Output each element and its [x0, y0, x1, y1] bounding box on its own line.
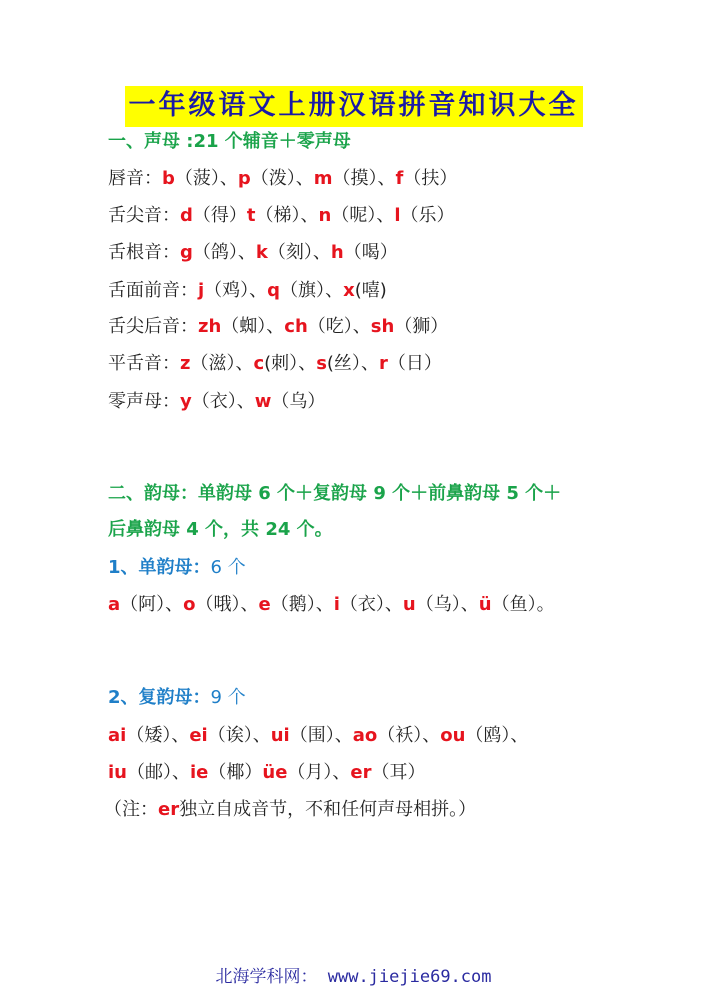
separator: 、 [352, 316, 371, 337]
note-text: 独立自成音节，不和任何声母相拼。） [179, 799, 477, 820]
example-char: （诶） [207, 725, 253, 746]
pinyin-initial: d [180, 205, 193, 226]
example-char: （月） [287, 762, 333, 783]
sub1-count: 6 个 [210, 557, 246, 578]
pinyin-final: ü [478, 594, 492, 615]
sub1-items [108, 593, 555, 617]
separator: 、 [384, 594, 403, 615]
initials-row [108, 279, 387, 303]
pinyin-initial: n [318, 205, 332, 226]
pinyin-final: ou [440, 725, 466, 746]
separator: 、 [171, 725, 190, 746]
separator: 、 [249, 280, 268, 301]
pinyin-initial: s [316, 353, 327, 374]
example-char: （乌） [271, 391, 326, 412]
page-title: 一年级语文上册汉语拼音知识大全 [125, 86, 583, 127]
example-char: （衣） [191, 391, 237, 412]
sub1-heading [108, 556, 246, 580]
row-label: 平舌音： [108, 353, 180, 374]
pinyin-initial: p [237, 168, 251, 189]
pinyin-initial: r [378, 353, 388, 374]
example-char: (嘻) [354, 280, 387, 301]
example-char: （矮） [126, 725, 172, 746]
separator: 、 [236, 391, 255, 412]
pinyin-initial: c [253, 353, 265, 374]
separator: 、 [376, 205, 395, 226]
sub2-label: 2、复韵母： [108, 687, 211, 708]
sub2-count: 9 个 [210, 687, 246, 708]
separator: 、 [312, 242, 331, 263]
example-char: （邮） [126, 762, 172, 783]
row-label: 舌面前音： [108, 280, 198, 301]
example-char: （衣） [339, 594, 385, 615]
note-er: er [158, 799, 180, 820]
example-char: （袄） [377, 725, 423, 746]
pinyin-initial: y [180, 391, 192, 412]
initials-row [108, 204, 455, 228]
separator: 、 [237, 242, 256, 263]
initials-row [108, 315, 448, 339]
row-label: 舌根音： [108, 242, 180, 263]
example-char: （阿） [120, 594, 166, 615]
example-char: (刺） [264, 353, 299, 374]
pinyin-initial: h [330, 242, 344, 263]
pinyin-final: ui [270, 725, 290, 746]
separator: 、 [219, 168, 238, 189]
example-char: （吃） [307, 316, 353, 337]
separator: 、 [360, 353, 379, 374]
pinyin-initial: g [180, 242, 193, 263]
pinyin-initial: j [198, 280, 205, 301]
separator: 、 [171, 762, 190, 783]
pinyin-initial: b [162, 168, 175, 189]
example-char: （日） [387, 353, 442, 374]
example-char: （耳） [371, 762, 426, 783]
section1-heading: 一、声母 :21 个辅音＋零声母 [108, 131, 351, 152]
pinyin-final: ao [352, 725, 378, 746]
pinyin-final: a [108, 594, 121, 615]
example-char: （乐） [400, 205, 455, 226]
example-char: （泼） [250, 168, 296, 189]
example-char: （扶） [403, 168, 458, 189]
example-char: （摸） [332, 168, 378, 189]
pinyin-final: o [183, 594, 196, 615]
row-label: 零声母： [108, 391, 180, 412]
initials-row [108, 167, 457, 191]
example-char: （鱼）。 [491, 594, 555, 615]
separator: 、 [165, 594, 184, 615]
example-char: （鹅） [270, 594, 316, 615]
separator: 、 [300, 205, 319, 226]
pinyin-initial: k [255, 242, 268, 263]
row-label: 舌尖音： [108, 205, 180, 226]
pinyin-initial: z [180, 353, 191, 374]
initials-row [108, 352, 442, 376]
example-char: （喝） [343, 242, 398, 263]
pinyin-initial: l [394, 205, 401, 226]
example-char: （鸽） [192, 242, 238, 263]
sub2-items-line1 [108, 724, 528, 748]
example-char: （哦） [195, 594, 241, 615]
separator: 、 [240, 594, 259, 615]
section2-heading-line2: 后鼻韵母 4 个，共 24 个。 [108, 519, 333, 540]
sub2-heading [108, 686, 246, 710]
separator: 、 [295, 168, 314, 189]
example-char: （呢） [331, 205, 377, 226]
example-char: （狮） [394, 316, 449, 337]
example-char: （刻） [267, 242, 313, 263]
example-char: （菠） [174, 168, 220, 189]
row-label: 舌尖后音： [108, 316, 198, 337]
sub1-label: 1、单韵母： [108, 557, 211, 578]
row-label: 唇音： [108, 168, 162, 189]
pinyin-final: iu [108, 762, 127, 783]
initials-row [108, 241, 398, 265]
example-char: (丝） [326, 353, 361, 374]
pinyin-final: üe [262, 762, 288, 783]
pinyin-initial: zh [198, 316, 222, 337]
pinyin-initial: m [313, 168, 333, 189]
pinyin-final: ie [189, 762, 209, 783]
example-char: （蜘） [221, 316, 267, 337]
pinyin-final: ei [189, 725, 208, 746]
pinyin-initial: x [343, 280, 355, 301]
pinyin-initial: f [395, 168, 404, 189]
pinyin-initial: w [254, 391, 272, 412]
pinyin-initial: t [246, 205, 256, 226]
separator: 、 [422, 725, 441, 746]
separator: 、 [315, 594, 334, 615]
separator: 、 [266, 316, 285, 337]
example-char: （鸡） [204, 280, 250, 301]
footer-site: 北海学科网： www.jiejie69.com [215, 967, 492, 987]
separator: 、 [252, 725, 271, 746]
separator: 、 [298, 353, 317, 374]
separator: 、 [235, 353, 254, 374]
separator: 、 [325, 280, 344, 301]
separator: 、 [332, 762, 351, 783]
section2-heading-line1: 二、韵母：单韵母 6 个＋复韵母 9 个＋前鼻韵母 5 个＋ [108, 483, 562, 504]
separator: 、 [377, 168, 396, 189]
sub2-items-line2 [108, 761, 426, 785]
example-char: （滋） [190, 353, 236, 374]
separator: 、 [460, 594, 479, 615]
example-char: （椰） [208, 762, 263, 783]
example-char: （鸥）、 [465, 725, 529, 746]
example-char: （围） [289, 725, 335, 746]
example-char: （乌） [415, 594, 461, 615]
pinyin-final: u [402, 594, 416, 615]
pinyin-final: ai [108, 725, 127, 746]
pinyin-initial: sh [370, 316, 395, 337]
example-char: （梯） [255, 205, 301, 226]
pinyin-initial: ch [284, 316, 308, 337]
pinyin-final: i [333, 594, 340, 615]
pinyin-final: e [258, 594, 271, 615]
separator: 、 [334, 725, 353, 746]
pinyin-initial: q [267, 280, 281, 301]
example-char: （旗） [280, 280, 326, 301]
note-prefix: （注： [104, 799, 158, 820]
pinyin-final: er [350, 762, 372, 783]
example-char: （得） [192, 205, 247, 226]
initials-row [108, 390, 325, 414]
note [104, 798, 476, 822]
